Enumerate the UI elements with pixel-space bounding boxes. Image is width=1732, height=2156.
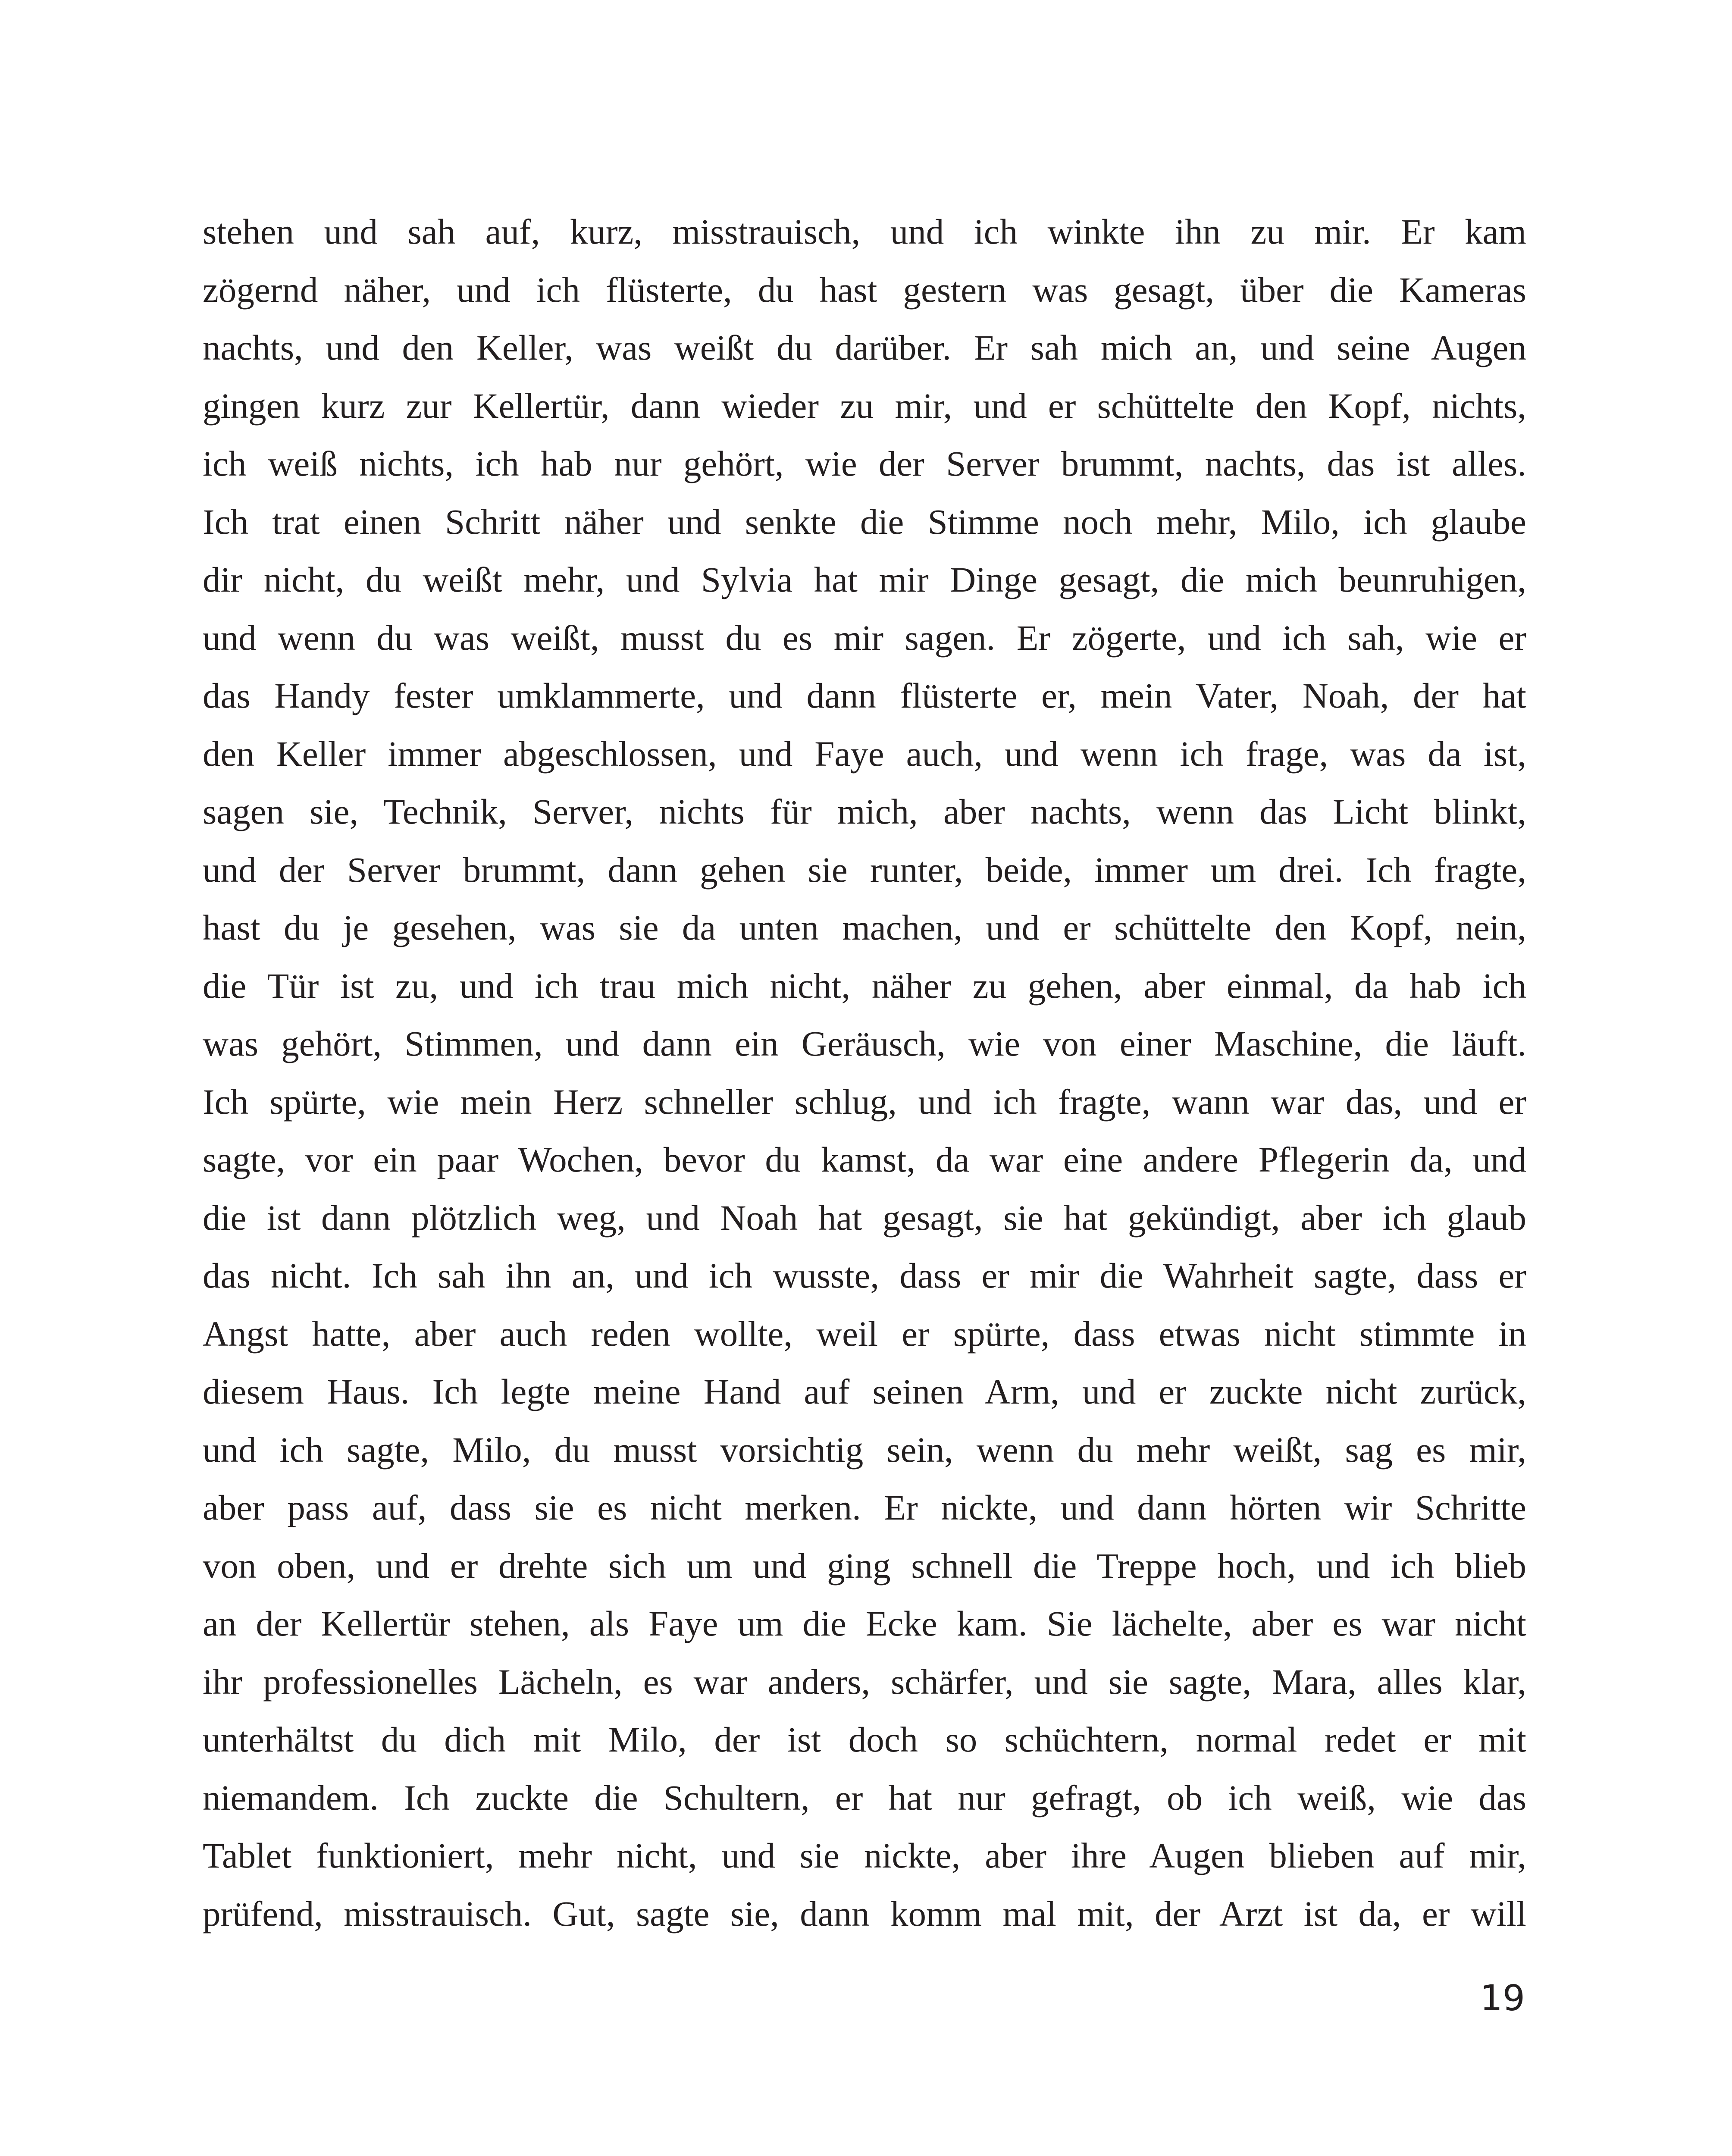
text-line: niemandem. Ich zuckte die Schultern, er hat nur gefragt, ob ich weiß, wie das — [203, 1777, 1526, 1818]
text-line: und ich sagte, Milo, du musst vorsichtig sein, wenn du mehr weißt, sag es mir, — [203, 1429, 1526, 1470]
text-line: das Handy fester umklammerte, und dann flüsterte er, mein Vater, Noah, der hat — [203, 676, 1526, 715]
text-line: nachts, und den Keller, was weißt du darüber. Er sah mich an, und seine Augen — [203, 328, 1526, 367]
text-line: an der Kellertür stehen, als Faye um die Ecke kam. Sie lächelte, aber es war nicht — [203, 1604, 1526, 1643]
text-line: dir nicht, du weißt mehr, und Sylvia hat mir Dinge gesagt, die mich beunruhigen, — [203, 560, 1526, 599]
text-line: sagte, vor ein paar Wochen, bevor du kamst, da war eine andere Pflegerin da, und — [203, 1140, 1526, 1179]
text-line: diesem Haus. Ich legte meine Hand auf seinen Arm, und er zuckte nicht zurück, — [203, 1372, 1526, 1411]
text-line: Tablet funktioniert, mehr nicht, und sie nickte, aber ihre Augen blieben auf mir, — [203, 1836, 1526, 1875]
text-line: Ich trat einen Schritt näher und senkte die Stimme noch mehr, Milo, ich glaube — [203, 501, 1526, 542]
text-line: von oben, und er drehte sich um und ging schnell die Treppe hoch, und ich blieb — [203, 1545, 1526, 1586]
text-line: hast du je gesehen, was sie da unten machen, und er schüttelte den Kopf, nein, — [203, 908, 1526, 947]
text-line: den Keller immer abgeschlossen, und Faye auch, und wenn ich frage, was da ist, — [203, 733, 1526, 774]
text-line: das nicht. Ich sah ihn an, und ich wusste, dass er mir die Wahrheit sagte, dass er — [203, 1256, 1526, 1295]
text-line: sagen sie, Technik, Server, nichts für mich, aber nachts, wenn das Licht blinkt, — [203, 792, 1526, 831]
text-line: die Tür ist zu, und ich trau mich nicht, näher zu gehen, aber einmal, da hab ich — [203, 965, 1526, 1006]
text-line: aber pass auf, dass sie es nicht merken. Er nickte, und dann hörten wir Schritte — [203, 1488, 1526, 1527]
text-line: gingen kurz zur Kellertür, dann wieder zu mir, und er schüttelte den Kopf, nichts, — [203, 385, 1526, 426]
text-line: ihr professionelles Lächeln, es war anders, schärfer, und sie sagte, Mara, alles klar, — [203, 1661, 1526, 1702]
body-text — [203, 203, 1526, 1943]
text-line: zögernd näher, und ich flüsterte, du hast gestern was gesagt, über die Kameras — [203, 270, 1526, 310]
text-line: ich weiß nichts, ich hab nur gehört, wie der Server brummt, nachts, das ist alles. — [203, 444, 1526, 483]
text-line: prüfend, misstrauisch. Gut, sagte sie, dann komm mal mit, der Arzt ist da, er will — [203, 1893, 1526, 1934]
text-line: unterhältst du dich mit Milo, der ist doch so schüchtern, normal redet er mit — [203, 1720, 1526, 1759]
page-number: 19 — [1480, 1978, 1525, 2019]
text-line: und wenn du was weißt, musst du es mir sagen. Er zögerte, und ich sah, wie er — [203, 617, 1526, 658]
text-line: Angst hatte, aber auch reden wollte, weil er spürte, dass etwas nicht stimmte in — [203, 1313, 1526, 1354]
text-line: die ist dann plötzlich weg, und Noah hat gesagt, sie hat gekündigt, aber ich glaub — [203, 1197, 1526, 1238]
text-line: stehen und sah auf, kurz, misstrauisch, und ich winkte ihn zu mir. Er kam — [203, 212, 1526, 251]
text-line: Ich spürte, wie mein Herz schneller schlug, und ich fragte, wann war das, und er — [203, 1081, 1526, 1122]
text-line: und der Server brummt, dann gehen sie runter, beide, immer um drei. Ich fragte, — [203, 849, 1526, 890]
text-line: was gehört, Stimmen, und dann ein Geräusch, wie von einer Maschine, die läuft. — [203, 1024, 1526, 1063]
